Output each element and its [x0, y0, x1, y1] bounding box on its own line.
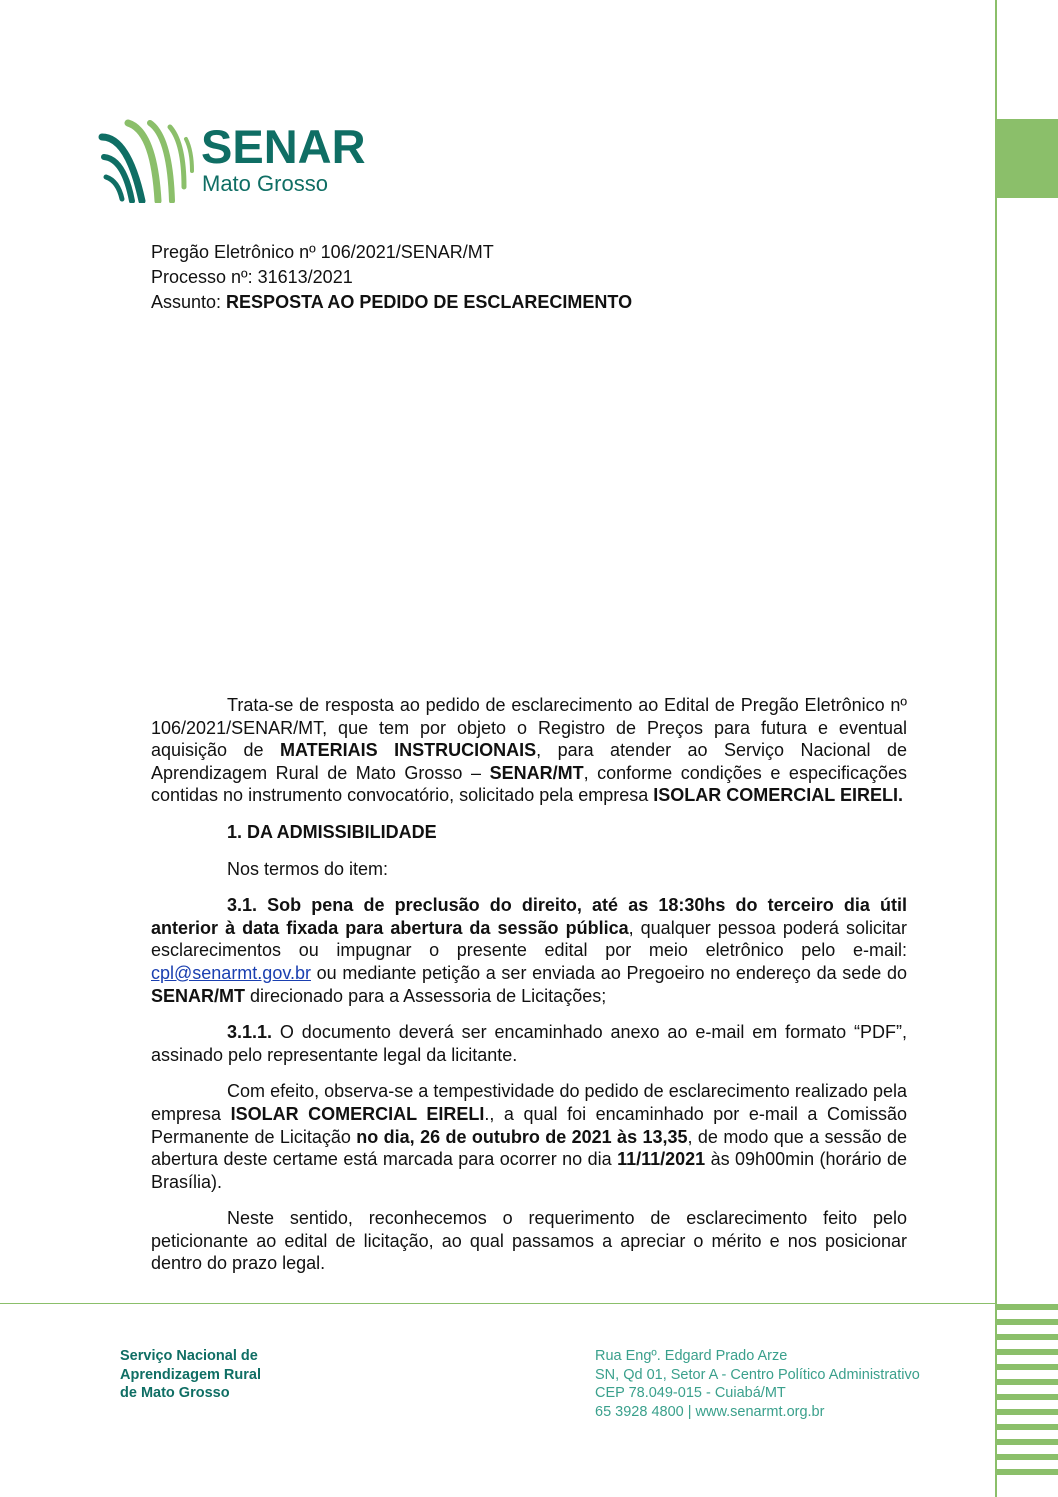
side-decor-line	[995, 0, 997, 1497]
paragraph-terms: Nos termos do item:	[227, 858, 389, 879]
section-heading: 1. DA ADMISSIBILIDADE	[227, 821, 437, 842]
senar-leaf-icon	[98, 117, 194, 203]
document-body	[151, 694, 907, 1275]
paragraph-item-3-1: 3.1. Sob pena de preclusão do direito, até as 18:30hs do terceiro dia útil anterior à data fixada para abertura da sessão pública, qualquer pessoa poderá solicitar esclarecimentos ou impugnar o presente edital por meio eletrônico pelo e-mail: cpl@senarmt.gov.br ou mediante petição a ser enviada ao Pregoeiro no endereço da sede do SENAR/MT direcionado para a Assessoria de Licitações;	[151, 895, 907, 1006]
header-processo: Processo nº: 31613/2021	[151, 267, 353, 287]
senar-logo	[98, 117, 378, 203]
email-link[interactable]: cpl@senarmt.gov.br	[151, 962, 311, 983]
logo-name: SENAR	[201, 120, 366, 173]
paragraph-item-3-1-1: 3.1.1. O documento deverá ser encaminhado anexo ao e-mail em formato “PDF”, assinado pelo representante legal da licitante.	[151, 1022, 907, 1065]
subject-value: RESPOSTA AO PEDIDO DE ESCLARECIMENTO	[226, 292, 633, 312]
paragraph-tempestividade: Com efeito, observa-se a tempestividade do pedido de esclarecimento realizado pela empresa ISOLAR COMERCIAL EIRELI., a qual foi encaminhado por e-mail a Comissão Permanente de Licitação no dia, 26 de outubro de 2021 às 13,35, de modo que a sessão de abertura deste certame está marcada para ocorrer no dia 11/11/2021 às 09h00min (horário de Brasília).	[151, 1081, 907, 1192]
side-decor-stripes	[997, 1304, 1058, 1484]
footer-divider	[0, 1303, 995, 1304]
document-header	[151, 240, 632, 315]
paragraph-conclusion: Neste sentido, reconhecemos o requerimento de esclarecimento feito pelo peticionante ao edital de licitação, ao qual passamos a apreciar o mérito e nos posicionar dentro do prazo legal.	[151, 1208, 907, 1274]
logo-subtitle: Mato Grosso	[202, 171, 328, 196]
footer-address: Rua Engº. Edgard Prado Arze SN, Qd 01, Setor A - Centro Político Administrativo CEP 78.049-015 - Cuiabá/MT 65 3928 4800 | www.senarmt.org.br	[595, 1348, 920, 1420]
paragraph-intro: Trata-se de resposta ao pedido de esclarecimento ao Edital de Pregão Eletrônico nº 106/2021/SENAR/MT, que tem por objeto o Registro de Preços para futura e eventual aquisição de MATERIAIS INSTRUCIONAIS, para atender ao Serviço Nacional de Aprendizagem Rural de Mato Grosso – SENAR/MT, conforme condições e especificações contidas no instrumento convocatório, solicitado pela empresa ISOLAR COMERCIAL EIRELI.	[151, 695, 908, 806]
footer-organization: Serviço Nacional de Aprendizagem Rural de Mato Grosso	[120, 1348, 261, 1401]
header-pregao: Pregão Eletrônico nº 106/2021/SENAR/MT	[151, 242, 494, 262]
side-decor-block	[997, 119, 1058, 198]
header-assunto: Assunto: RESPOSTA AO PEDIDO DE ESCLARECIMENTO	[151, 292, 633, 312]
